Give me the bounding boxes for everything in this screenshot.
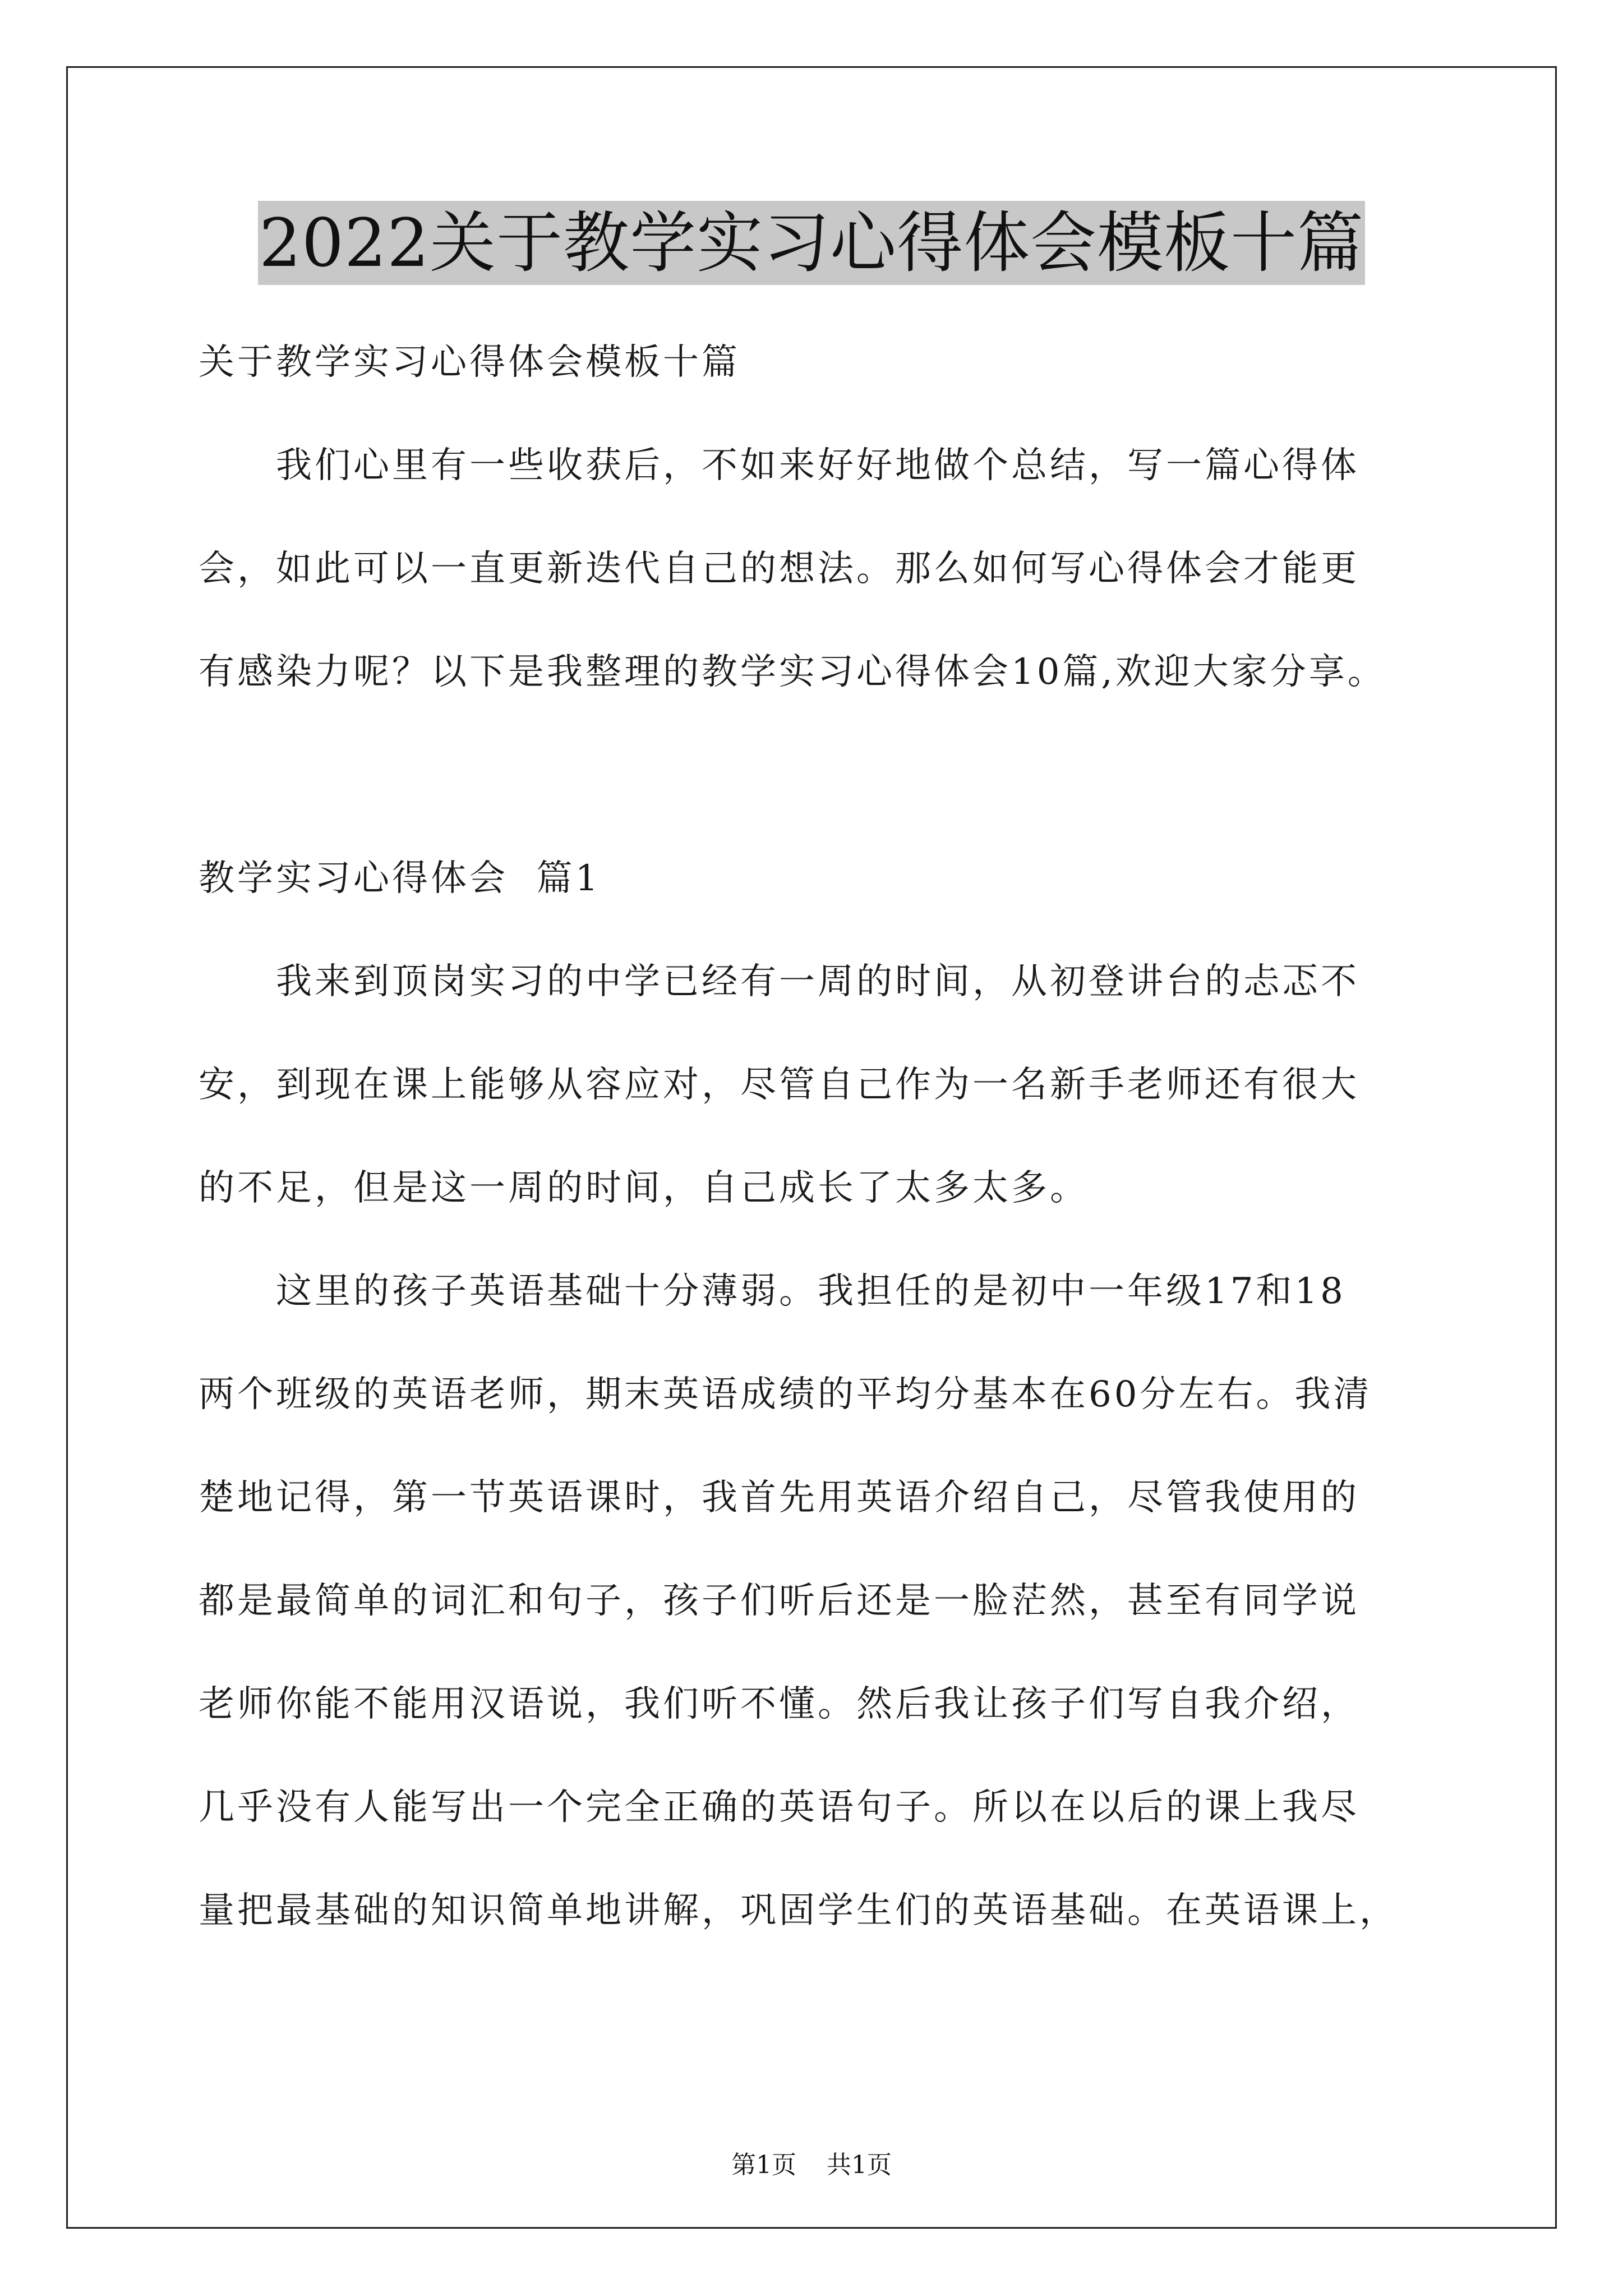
paragraph2-line-2: 两个班级的英语老师，期末英语成绩的平均分基本在60分左右。我清 bbox=[199, 1374, 1372, 1415]
intro-line-3: 有感染力呢？以下是我整理的教学实习心得体会10篇,欢迎大家分享。 bbox=[199, 651, 1386, 693]
section-heading: 教学实习心得体会 篇1 bbox=[199, 858, 601, 899]
title-wrap bbox=[0, 201, 1623, 285]
paragraph1-line-3: 的不足，但是这一周的时间，自己成长了太多太多。 bbox=[199, 1167, 1089, 1209]
paragraph2-line-1: 这里的孩子英语基础十分薄弱。我担任的是初中一年级17和18 bbox=[276, 1271, 1346, 1312]
document-body bbox=[199, 311, 1432, 1962]
document-subtitle: 关于教学实习心得体会模板十篇 bbox=[199, 342, 740, 383]
paragraph2-line-7: 量把最基础的知识简单地讲解，巩固学生们的英语基础。在英语课上， bbox=[199, 1890, 1398, 1931]
paragraph2-line-5: 老师你能不能用汉语说，我们听不懂。然后我让孩子们写自我介绍， bbox=[199, 1683, 1359, 1725]
page-number-total: 共1页 bbox=[827, 2151, 892, 2179]
paragraph1-line-2: 安，到现在课上能够从容应对，尽管自己作为一名新手老师还有很大 bbox=[199, 1064, 1359, 1106]
paragraph2-line-6: 几乎没有人能写出一个完全正确的英语句子。所以在以后的课上我尽 bbox=[199, 1787, 1359, 1828]
paragraph1-line-1: 我来到顶岗实习的中学已经有一周的时间，从初登讲台的忐忑不 bbox=[276, 961, 1359, 1002]
page-footer bbox=[0, 2148, 1623, 2182]
document-title: 2022关于教学实习心得体会模板十篇 bbox=[258, 201, 1365, 285]
paragraph2-line-3: 楚地记得，第一节英语课时，我首先用英语介绍自己，尽管我使用的 bbox=[199, 1477, 1359, 1519]
page-number-current: 第1页 bbox=[731, 2151, 796, 2179]
intro-line-2: 会，如此可以一直更新迭代自己的想法。那么如何写心得体会才能更 bbox=[199, 548, 1359, 590]
paragraph2-line-4: 都是最简单的词汇和句子，孩子们听后还是一脸茫然，甚至有同学说 bbox=[199, 1580, 1359, 1622]
intro-line-1: 我们心里有一些收获后，不如来好好地做个总结，写一篇心得体 bbox=[276, 445, 1359, 486]
